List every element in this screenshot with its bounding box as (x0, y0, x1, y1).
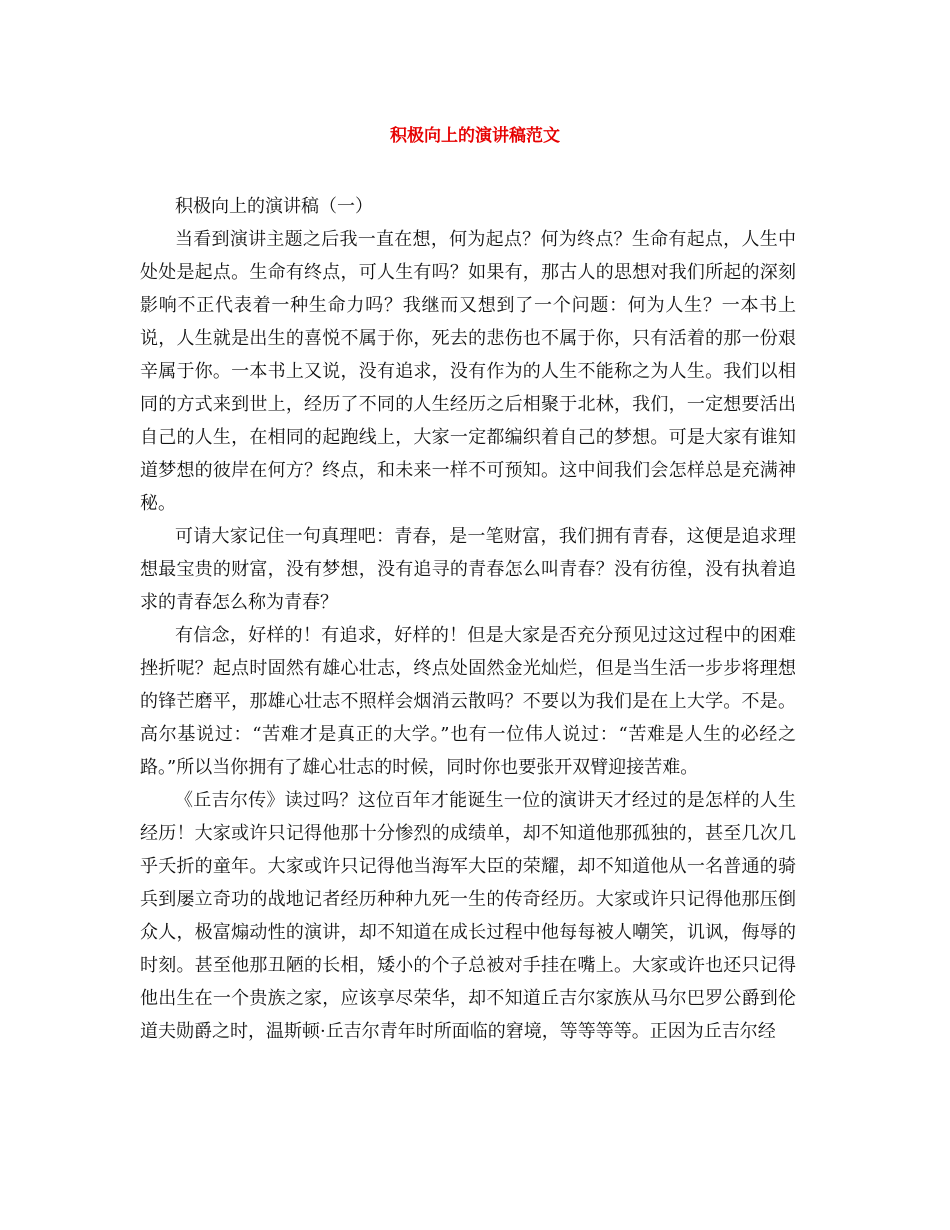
document-title: 积极向上的演讲稿范文 (390, 126, 560, 146)
document-body (140, 190, 796, 1048)
paragraph: 《丘吉尔传》读过吗？这位百年才能诞生一位的演讲天才经过的是怎样的人生经历！大家或许只记得他那十分惨烈的成绩单，却不知道他那孤独的，甚至几次几乎夭折的童年。大家或许只记得他当海军大臣的荣耀，却不知道他从一名普通的骑兵到屡立奇功的战地记者经历种种九死一生的传奇经历。大家或许只记得他那压倒众人，极富煽动性的演讲，却不知道在成长过程中他每每被人嘲笑，讥讽，侮辱的时刻。甚至他那丑陋的长相，矮小的个子总被对手挂在嘴上。大家或许也还只记得他出生在一个贵族之家，应该享尽荣华，却不知道丘吉尔家族从马尔巴罗公爵到伦道夫勋爵之时，温斯顿·丘吉尔青年时所面临的窘境，等等等等。正因为丘吉尔经 (140, 790, 796, 1042)
section-heading: 积极向上的演讲稿（一） (175, 196, 373, 217)
paragraph: 当看到演讲主题之后我一直在想，何为起点？何为终点？生命有起点，人生中处处是起点。生命有终点，可人生有吗？如果有，那古人的思想对我们所起的深刻影响不正代表着一种生命力吗？我继而又想到了一个问题：何为人生？一本书上说，人生就是出生的喜悦不属于你，死去的悲伤也不属于你，只有活着的那一份艰辛属于你。一本书上又说，没有追求，没有作为的人生不能称之为人生。我们以相同的方式来到世上，经历了不同的人生经历之后相聚于北林，我们，一定想要活出自己的人生，在相同的起跑线上，大家一定都编织着自己的梦想。可是大家有谁知道梦想的彼岸在何方？终点，和未来一样不可预知。这中间我们会怎样总是充满神秘。 (140, 229, 796, 514)
paragraph: 有信念，好样的！有追求，好样的！但是大家是否充分预见过这过程中的困难挫折呢？起点时固然有雄心壮志，终点处固然金光灿烂，但是当生活一步步将理想的锋芒磨平，那雄心壮志不照样会烟消云散吗？不要以为我们是在上大学。不是。高尔基说过：“苦难才是真正的大学。”也有一位伟人说过：“苦难是人生的必经之路。”所以当你拥有了雄心壮志的时候，同时你也要张开双臂迎接苦难。 (140, 625, 796, 778)
paragraph: 可请大家记住一句真理吧：青春，是一笔财富，我们拥有青春，这便是追求理想最宝贵的财富，没有梦想，没有追寻的青春怎么叫青春？没有彷徨，没有执着追求的青春怎么称为青春？ (140, 526, 796, 613)
